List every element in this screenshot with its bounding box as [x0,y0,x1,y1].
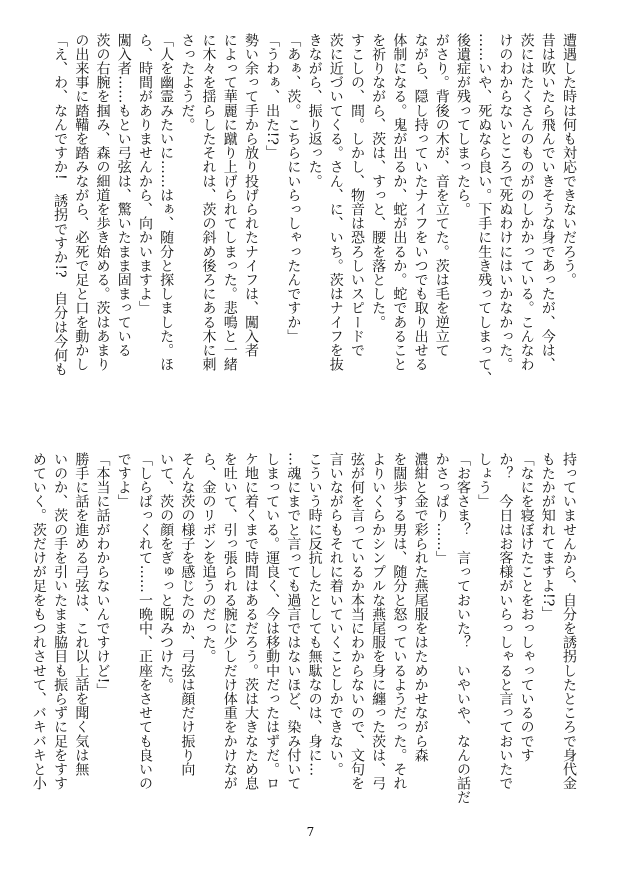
text-line: 「人を幽霊みたいに……はぁ、随分と探しました。ほ [158,33,175,372]
text-line: …魂にまでと言っても過言ではないほど、染み付いて [285,452,302,791]
text-column-top [52,33,579,415]
text-line: を吐いて、引っ張られる腕に少しだけ体重をかけなが [221,452,238,791]
text-line: よりいくらかシンプルな燕尾服を身に纏った茨は、弓 [370,452,387,791]
text-line: もたかが知れてますよ!?」 [539,452,556,621]
text-line: 勝手に話を進める弓弦は、これ以上話を聞く気は無 [73,452,90,777]
text-line: ですよ」 [115,452,132,509]
text-line: ……いや、死ぬなら良い。下手に生き残ってしまって、 [476,33,493,386]
text-line: 遭遇した時は何も対応できないだろう。 [561,33,577,287]
text-line: 「お客さま？ 言っておいた？ いやいや、なんの話だ [454,452,471,805]
text-line: そんな茨の様子を感じたのか、弓弦は顔だけ振り向 [179,452,196,777]
text-line: を祈りながら、茨は、すっと、腰を落とした。 [370,33,387,330]
text-line: 「え、わ、なんですか! 誘拐ですか!? 自分は今何も [52,33,69,377]
text-line: しまっている。運良く、今は移動中だったはずだ。ロ [264,452,281,791]
text-line: 茨の右腕を掴み、森の細道を歩き始める。茨はあまり [94,33,111,372]
text-line: 言いながらもそれに着いていくことしかできない。 [327,452,344,777]
text-line: 「しらばっくれて……一晩中、正座をさせても良いの [136,452,153,791]
text-line: ながら、隠し持っていたナイフをいつでも取り出せる [412,33,429,372]
text-line: の出来事に踏鞴を踏みながら、必死で足と口を動かし [73,33,90,372]
text-line: 弦が何を言っているか本当にわからないので、文句を [348,452,365,791]
text-line: けのわからないところで死ぬわけにはいかなかった。 [497,33,514,372]
text-line: かさっぱり……」 [433,452,450,565]
text-line: いて、茨の顔をぎゅっと睨みつけた。 [158,452,175,692]
text-line: ら、金のリボンを追うのだった。 [200,452,217,664]
text-line: いのか、茨の手を引いたまま脇目も振らずに足をすす [52,452,69,791]
text-line: 後遺症が残ってしまったら。 [454,33,471,217]
text-line: に木々を揺らしたそれは、茨の斜め後ろにある木に刺 [200,33,217,372]
text-line: ケ地に着くまで時間はあるだろう。茨は大きなため息 [242,452,259,791]
text-line: 「なにを寝ぼけたことをおっしゃっているのです [518,452,535,763]
text-line: によって華麗に蹴り上げられてしまった。悲鳴と一緒 [221,33,238,372]
text-line: がさり。背後の木が、音を立てた。茨は毛を逆立て [433,33,450,358]
text-line: 「うわぁ、出た!?」 [264,33,281,160]
text-line: 「あぁ、茨。こちらにいらっしゃったんですか」 [285,33,302,344]
text-line: さったようだ。 [179,33,196,132]
text-line: 「本当に話がわからないんですけど!」 [94,452,111,698]
text-line: を闊歩する男は、随分と怒っているようだった。それ [391,452,408,791]
text-column-bottom [30,452,579,834]
text-line: 体制になる。鬼が出るか、蛇が出るか。蛇であること [391,33,408,372]
text-line: しょう」 [476,452,493,509]
text-line: 闖入者……もとい弓弦は、驚いたまま固まっている [115,33,132,358]
text-line: ら、時間がありませんから、向かいますよ」 [136,33,153,315]
text-line: めていく。茨だけが足をもつれさせて、バキバキと小 [30,452,47,791]
text-line: 勢い余って手から放り投げられたナイフは、闖入者 [242,33,259,358]
text-line: こういう時に反抗したとしても無駄なのは、身に… [306,452,323,777]
text-line: 昔は吹いたら飛んでいきそうな身であったが、今は、 [539,33,556,372]
text-line: 持っていませんから、自分を誘拐したところで身代金 [561,452,577,791]
text-line: 濃紺と金で彩られた燕尾服をはためかせながら森 [412,452,429,763]
text-line: 茨にはたくさんのものがのしかかっている。こんなわ [518,33,535,372]
text-line: すこしの、間。しかし、物音は恐ろしいスピードで [348,33,365,358]
text-line: きながら、振り返った。 [306,33,323,189]
text-line: か？ 今日はお客様がいらっしゃると言っておいたで [497,452,514,791]
page-number: 7 [306,825,315,839]
text-line: 茨に近づいてくる。さん、に、いち。茨はナイフを抜 [327,33,344,372]
